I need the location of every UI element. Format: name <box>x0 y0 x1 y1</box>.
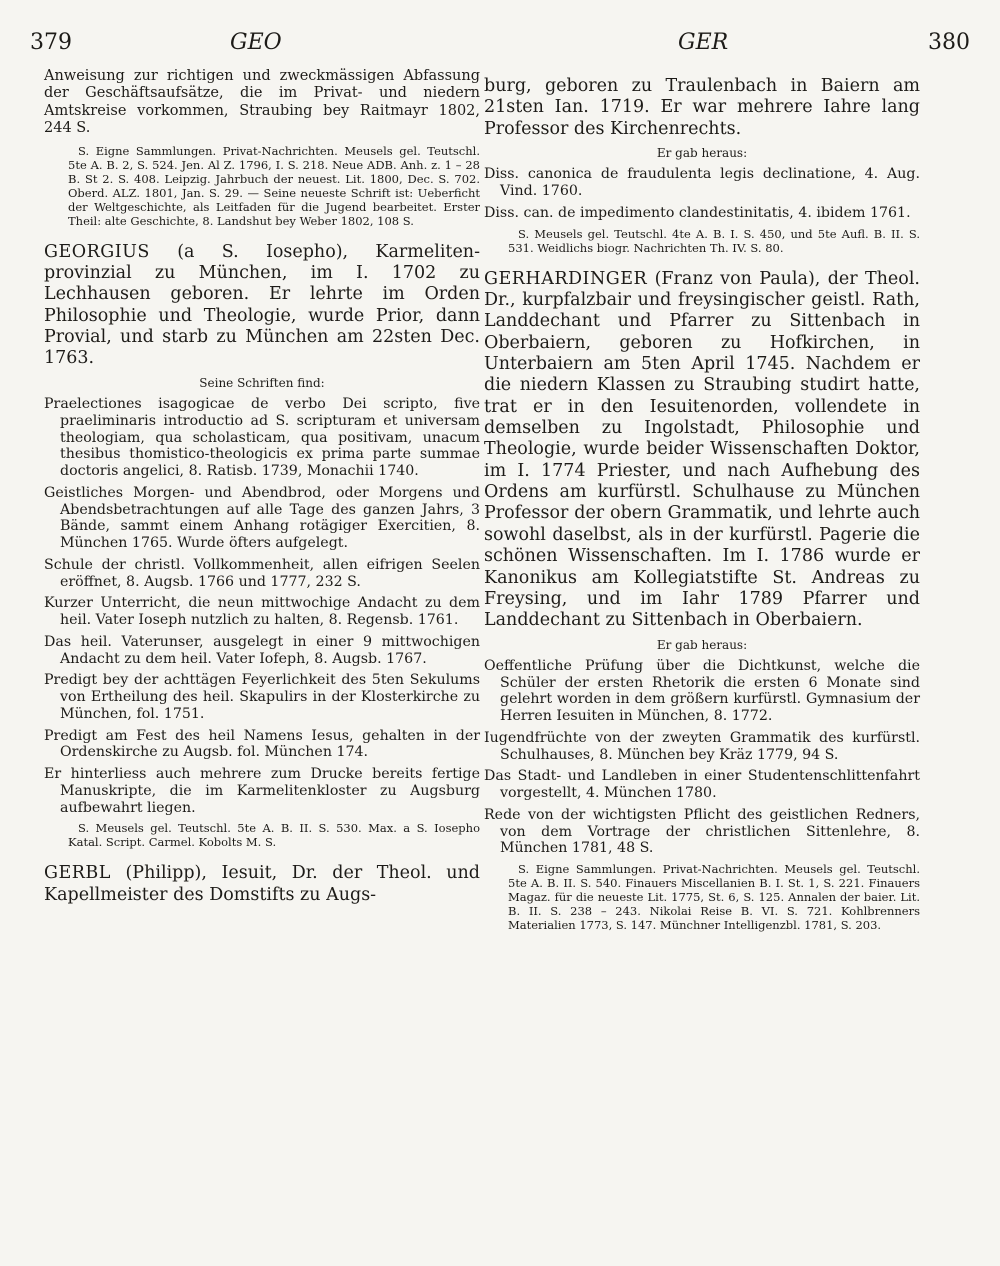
work-item: Iugendfrüchte von der zweyten Grammatik des kurfürstl. Schulhauses, 8. München bey Kräz 1779, 94 S. <box>484 729 920 763</box>
work-item: Praelectiones isagogicae de verbo Dei scripto, five praeliminaris introductio ad S. scripturam et universam theologiam, qua scholasticam, qua positivam, unacum thesibus thomistico-theologicis ex prima parte summae doctoris angelici, 8. Ratisb. 1739, Monachii 1740. <box>44 396 480 480</box>
work-item: Das heil. Vaterunser, ausgelegt in einer 9 mittwochigen Andacht zu dem heil. Vater Iofeph, 8. Augsb. 1767. <box>44 633 480 667</box>
continued-entry-text: burg, geboren zu Traulenbach in Baiern am 21sten Ian. 1719. Er war mehrere Iahre lang Professor des Kirchenrechts. <box>484 76 920 139</box>
works-subheading: Seine Schriften find: <box>199 375 325 390</box>
entry-name: GERBL <box>44 863 111 884</box>
work-item: Diss. canonica de fraudulenta legis declinatione, 4. Aug. Vind. 1760. <box>484 166 920 200</box>
left-running-head: GEO <box>230 30 282 55</box>
work-item: Rede von der wichtigsten Pflicht des geistlichen Redners, von dem Vortrage der christlichen Sittenlehre, 8. München 1781, 48 S. <box>484 806 920 857</box>
left-column <box>44 68 480 910</box>
entry-georgius <box>44 242 480 850</box>
entry-gerhardinger <box>484 269 920 933</box>
right-running-head: GER <box>678 30 729 55</box>
entry-references: S. Meusels gel. Teutschl. 4te A. B. I. S. 450, und 5te Aufl. B. II. S. 531. Weidlichs biogr. Nachrichten Th. IV. S. 80. <box>508 226 920 255</box>
entry-biography: (Franz von Paula), der Theol. Dr., kurpfalzbair und freysingischer geistl. Rath, Landdechant und Pfarrer zu Sittenbach in Oberbaiern, geboren zu Hofkirchen, in Unterbaiern am 5ten April 1745. Nachdem er die niedern Klassen zu Straubing studirt hatte, trat er in den Iesuitenorden, vollendete in demselben zu Ingolstadt, Philosophie und Theologie, wurde beider Wissenschaften Doktor, im I. 1774 Priester, und nach Aufhebung des Ordens am kurfürstl. Schulhause zu München Professor der obern Grammatik, und lehrte auch sowohl daselbst, als in der kurfürstl. Pagerie die schönen Wissenschaften. Im I. 1786 wurde er Kanonikus am Kollegiatstifte St. Andreas zu Freysing, und im Iahr 1789 Pfarrer und Landdechant zu Sittenbach in Oberbaiern. <box>484 268 920 631</box>
continued-entry-text: Anweisung zur richtigen und zweckmässigen Abfassung der Geschäftsaufsätze, die im Privat- und niedern Amtskreise vorkommen, Straubing bey Raitmayr 1802, 244 S. <box>44 68 480 137</box>
work-item: Schule der christl. Vollkommenheit, allen eifrigen Seelen eröffnet, 8. Augsb. 1766 und 1777, 232 S. <box>44 556 480 590</box>
works-subheading: Er gab heraus: <box>656 637 748 652</box>
entry-references: S. Eigne Sammlungen. Privat-Nachrichten. Meusels gel. Teutschl. 5te A. B. II. S. 540. Finauers Miscellanien B. I. St. 1, S. 221. Finauers Magaz. für die neueste Lit. 1775, St. 6, S. 125. Annalen der baier. Lit. B. II. S. 238 – 243. Nikolai Reise B. VI. S. 721. Kohlbrenners Materialien 1773, S. 147. Münchner Intelligenzbl. 1781, S. 203. <box>508 862 920 933</box>
work-item: Das Stadt- und Landleben in einer Studentenschlittenfahrt vorgestellt, 4. München 1780. <box>484 768 920 802</box>
running-head <box>30 30 970 64</box>
continued-entry-references: S. Eigne Sammlungen. Privat-Nachrichten. Meusels gel. Teutschl. 5te A. B. 2, S. 524. Jen. Al Z. 1796, I. S. 218. Neue ADB. Anh. z. 1 – 28 B. St 2. S. 408. Leipzig. Jahrbuch der neuest. Lit. 1800, Dec. S. 702. Oberd. ALZ. 1801, Jan. S. 29. — Seine neueste Schrift ist: Ueberficht der Weltgeschichte, als Leitfaden für die Jugend bearbeitet. Erster Theil: alte Geschichte, 8. Landshut bey Weber 1802, 108 S. <box>68 143 480 228</box>
right-column <box>484 68 920 946</box>
work-item: Er hinterliess auch mehrere zum Drucke bereits fertige Manuskripte, die im Karmelitenkloster zu Augsburg aufbewahrt liegen. <box>44 766 480 816</box>
entry-biography: (Philipp), Iesuit, Dr. der Theol. und Kapellmeister des Domstifts zu Augs- <box>44 863 480 905</box>
entry-name: GERHARDINGER <box>484 268 648 289</box>
entry-biography: (a S. Iosepho), Karmeliten-provinzial zu München, im I. 1702 zu Lechhausen geboren. Er lehrte im Orden Philosophie und Theologie, wurde Prior, dann Provial, und starb zu München am 22sten Dec. 1763. <box>44 241 480 369</box>
work-item: Kurzer Unterricht, die neun mittwochige Andacht zu dem heil. Vater Ioseph nutzlich zu halten, 8. Regensb. 1761. <box>44 595 480 629</box>
work-item: Diss. can. de impedimento clandestinitatis, 4. ibidem 1761. <box>484 204 911 221</box>
work-item: Oeffentliche Prüfung über die Dichtkunst, welche die Schüler der ersten Rhetorik die ersten 6 Monate sind gelehrt worden in dem größern kurfürstl. Gymnasium der Herren Iesuiten in München, 8. 1772. <box>484 657 920 725</box>
entry-references: S. Meusels gel. Teutschl. 5te A. B. II. S. 530. Max. a S. Iosepho Katal. Script. Carmel. Kobolts M. S. <box>68 821 480 850</box>
work-item: Geistliches Morgen- und Abendbrod, oder Morgens und Abendsbetrachtungen auf alle Tage des ganzen Jahrs, 3 Bände, sammt einem Anhang rotägiger Exercitien, 8. München 1765. Wurde öfters aufgelegt. <box>44 484 480 552</box>
left-page-number: 379 <box>30 30 72 55</box>
entry-gerbl <box>44 863 480 906</box>
right-page-number: 380 <box>928 30 970 55</box>
work-item: Predigt bey der achttägen Feyerlichkeit des 5ten Sekulums von Ertheilung des heil. Skapulirs in der Klosterkirche zu München, fol. 1751. <box>44 672 480 722</box>
works-subheading: Er gab heraus: <box>656 146 748 161</box>
work-item: Predigt am Fest des heil Namens Iesus, gehalten in der Ordenskirche zu Augsb. fol. München 174. <box>44 727 480 761</box>
entry-name: GEORGIUS <box>44 241 150 262</box>
